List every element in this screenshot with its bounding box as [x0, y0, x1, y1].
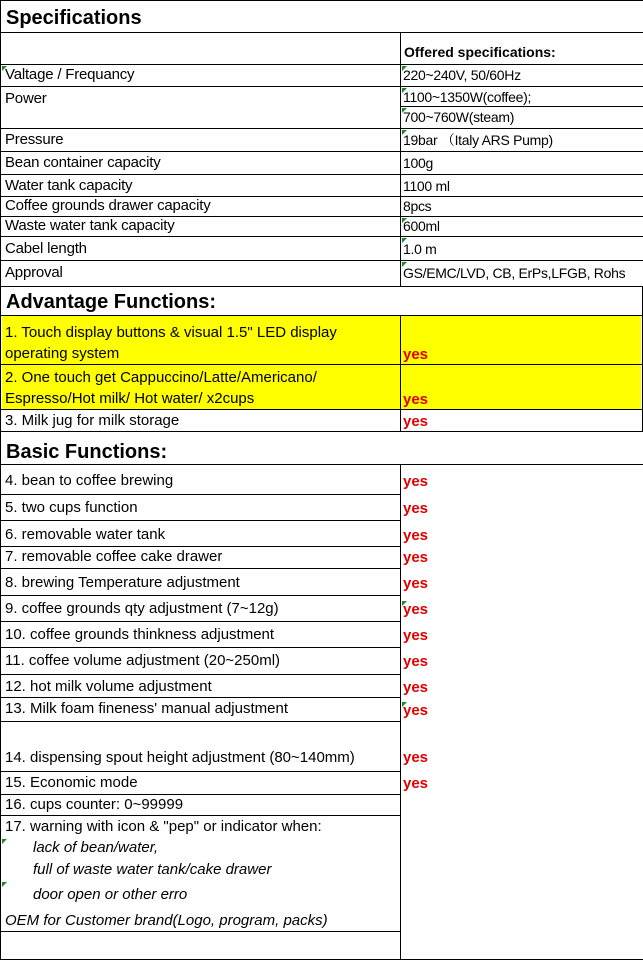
oem-note: OEM for Customer brand(Logo, program, packs) [5, 912, 328, 929]
basic-item-8: 8. brewing Temperature adjustment [5, 574, 240, 591]
basic-item-6-yes: yes [403, 527, 429, 544]
basic-item-4-yes: yes [403, 473, 429, 490]
basic-item-13: 13. Milk foam fineness' manual adjustment [5, 700, 289, 717]
basic-item-11: 11. coffee volume adjustment (20~250ml) [5, 652, 281, 669]
spec-label-cable-length: Cabel length [5, 240, 87, 257]
spec-label-bean-container: Bean container capacity [5, 154, 161, 171]
offered-specifications-header: Offered specifications: [404, 44, 556, 60]
basic-item-15: 15. Economic mode [5, 774, 138, 791]
warning-item-1: lack of bean/water, [33, 839, 159, 856]
spec-value-cable-length: 1.0 m [403, 241, 437, 257]
warning-item-3: door open or other erro [33, 886, 188, 903]
basic-item-5: 5. two cups function [5, 499, 138, 516]
spec-label-power: Power [5, 90, 47, 107]
spec-value-voltage: 220~240V, 50/60Hz [403, 67, 521, 83]
basic-item-11-yes: yes [403, 653, 429, 670]
basic-functions-title: Basic Functions: [6, 441, 168, 463]
basic-item-9: 9. coffee grounds qty adjustment (7~12g) [5, 600, 279, 617]
advantage-item-3-yes: yes [403, 413, 429, 430]
spec-value-approval: GS/EMC/LVD, CB, ErPs,LFGB, Rohs [403, 265, 626, 281]
basic-item-16: 16. cups counter: 0~99999 [5, 796, 184, 813]
specifications-title: Specifications [6, 7, 142, 29]
spec-value-pressure: 19bar （Italy ARS Pump) [403, 132, 553, 148]
spec-label-pressure: Pressure [5, 131, 64, 148]
spec-value-bean-container: 100g [403, 155, 433, 171]
basic-item-5-yes: yes [403, 500, 429, 517]
basic-item-8-yes: yes [403, 575, 429, 592]
basic-item-12: 12. hot milk volume adjustment [5, 678, 212, 695]
spec-value-power-coffee: 1100~1350W(coffee); [403, 89, 532, 105]
advantage-item-2-yes: yes [403, 391, 429, 408]
advantage-item-1-yes: yes [403, 346, 429, 363]
basic-item-10-yes: yes [403, 627, 429, 644]
spec-label-waste-water: Waste water tank capacity [5, 217, 175, 234]
warning-item-2: full of waste water tank/cake drawer [33, 861, 272, 878]
spec-label-grounds-drawer: Coffee grounds drawer capacity [5, 197, 211, 214]
basic-item-7-yes: yes [403, 549, 429, 566]
spec-value-grounds-drawer: 8pcs [403, 198, 432, 214]
advantage-item-1-line-1: 1. Touch display buttons & visual 1.5" LED display [5, 324, 337, 341]
spec-value-waste-water: 600ml [403, 218, 440, 234]
advantage-item-2-line-2: Espresso/Hot milk/ Hot water/ x2cups [5, 390, 255, 407]
basic-item-15-yes: yes [403, 775, 429, 792]
basic-item-13-yes: yes [403, 702, 429, 719]
basic-item-10: 10. coffee grounds thinkness adjustment [5, 626, 275, 643]
basic-item-14: 14. dispensing spout height adjustment (80~140mm) [5, 749, 355, 766]
advantage-item-3: 3. Milk jug for milk storage [5, 412, 180, 429]
advantage-functions-title: Advantage Functions: [6, 291, 217, 313]
advantage-item-2-line-1: 2. One touch get Cappuccino/Latte/Americano/ [5, 369, 317, 386]
basic-item-4: 4. bean to coffee brewing [5, 472, 174, 489]
basic-item-9-yes: yes [403, 601, 429, 618]
spec-label-water-tank: Water tank capacity [5, 177, 133, 194]
spec-label-voltage: Valtage / Frequancy [5, 66, 135, 83]
basic-item-14-yes: yes [403, 749, 429, 766]
spec-label-approval: Approval [5, 264, 63, 281]
spec-value-power-steam: 700~760W(steam) [403, 109, 515, 125]
basic-item-17: 17. warning with icon & "pep" or indicator when: [5, 818, 322, 835]
spec-value-water-tank: 1100 ml [403, 178, 450, 194]
basic-item-6: 6. removable water tank [5, 526, 166, 543]
basic-item-12-yes: yes [403, 679, 429, 696]
basic-item-7: 7. removable coffee cake drawer [5, 548, 223, 565]
advantage-item-1-line-2: operating system [5, 345, 120, 362]
